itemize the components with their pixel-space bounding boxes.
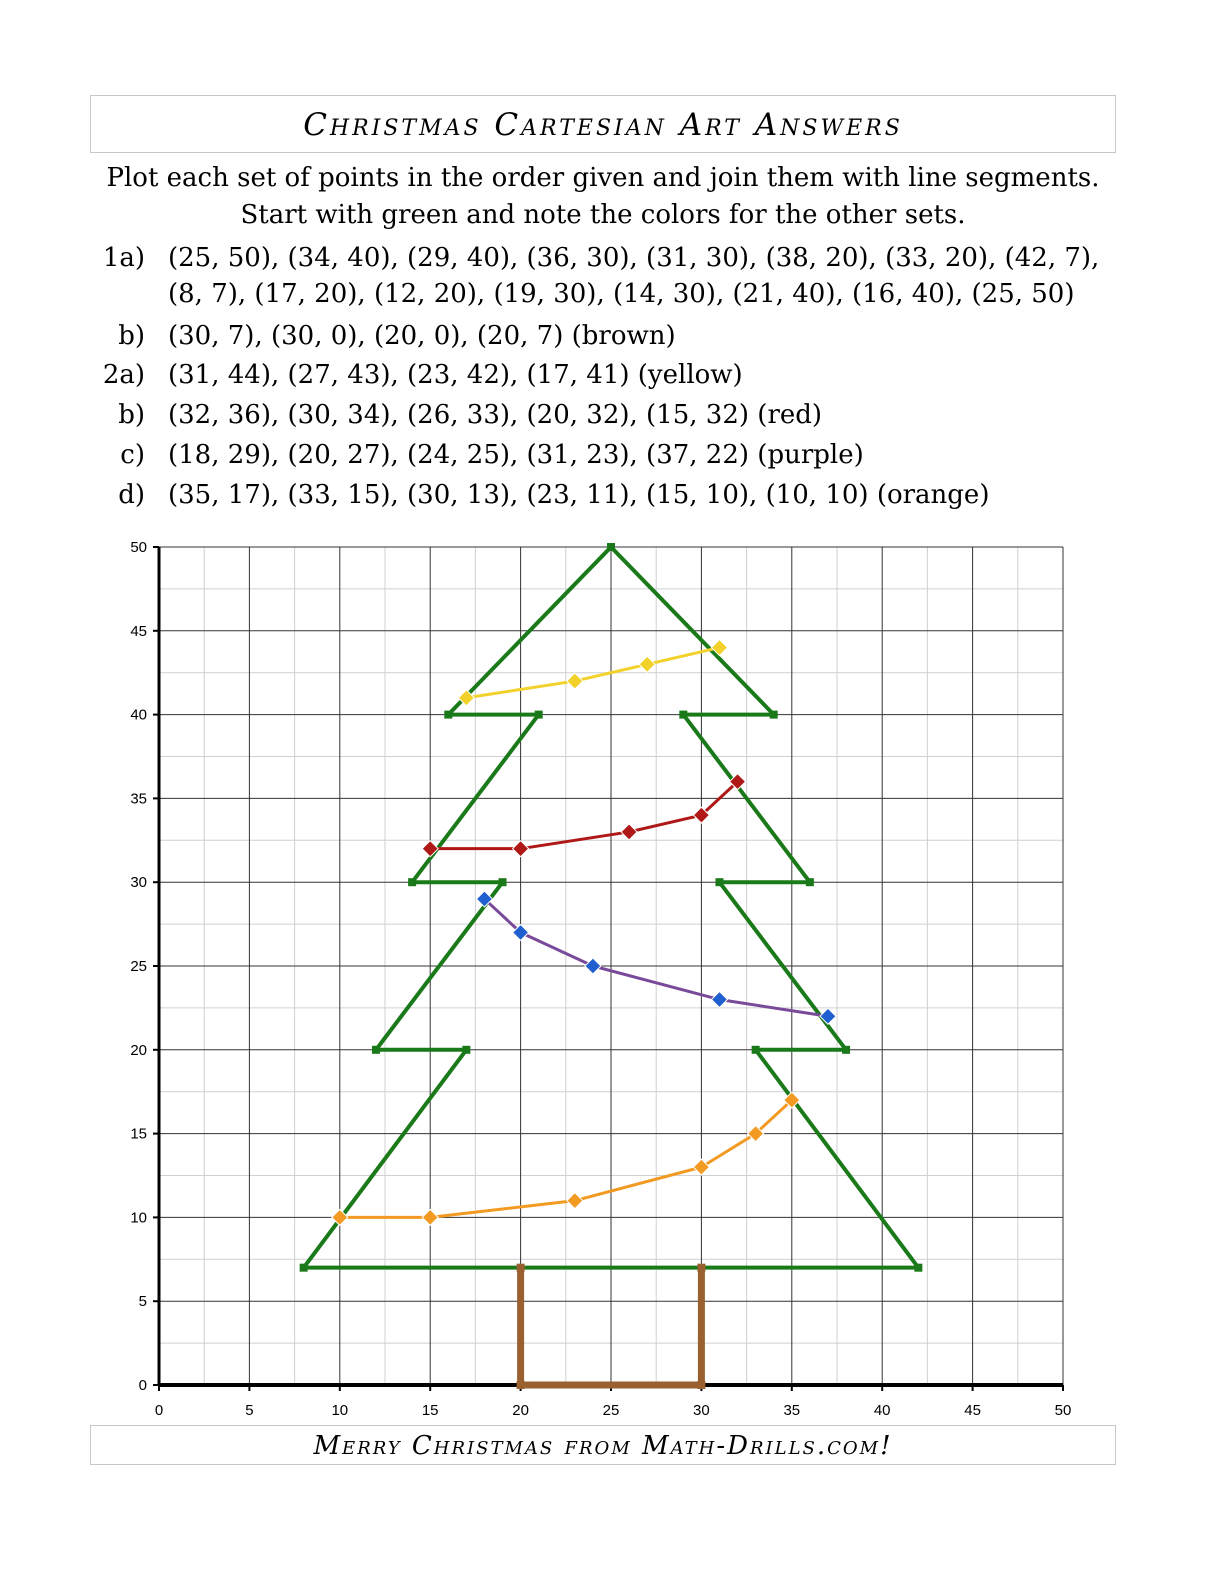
problem-text: (32, 36), (30, 34), (26, 33), (20, 32), (15, 32) (red) [168, 400, 823, 430]
y-tick-label: 35 [130, 790, 147, 808]
x-tick-label: 5 [245, 1402, 254, 1419]
data-point-marker [422, 841, 438, 857]
problem-label: c) [120, 440, 145, 470]
data-point-marker [499, 878, 507, 886]
x-tick-label: 35 [783, 1402, 801, 1419]
y-tick-label: 5 [138, 1293, 147, 1311]
data-point-marker [585, 958, 601, 974]
data-point-marker [679, 711, 687, 719]
y-tick-label: 45 [130, 622, 147, 640]
data-point-marker [422, 1209, 438, 1225]
footer-box [90, 1425, 1116, 1465]
data-point-marker [607, 543, 615, 551]
problem-1a [90, 240, 1120, 312]
y-tick-label: 25 [130, 958, 147, 975]
x-tick-label: 50 [1054, 1402, 1072, 1419]
instruction-line-1: Plot each set of points in the order given and join them with line segments. [106, 163, 1100, 193]
data-point-marker [806, 878, 814, 886]
data-point-marker [770, 711, 778, 719]
problem-text: (25, 50), (34, 40), (29, 40), (36, 30), (31, 30), (38, 20), (33, 20), (42, 7), (8, 7), (17, 20), (12, 20), (19, 30), (14, 30), (21, 40), (16, 40), (25, 50) [168, 243, 1100, 309]
problem-text: (31, 44), (27, 43), (23, 42), (17, 41) (yellow) [168, 360, 743, 390]
y-tick-label: 10 [130, 1209, 147, 1227]
data-point-marker [639, 656, 655, 672]
problem-label: 1a) [102, 243, 145, 273]
y-tick-label: 20 [130, 1041, 147, 1059]
data-point-marker [513, 841, 529, 857]
x-tick-label: 15 [421, 1402, 439, 1419]
x-tick-label: 10 [331, 1402, 349, 1419]
cartesian-chart [0, 530, 1224, 1425]
data-point-marker [842, 1046, 850, 1054]
problem-text: (18, 29), (20, 27), (24, 25), (31, 23), (37, 22) (purple) [168, 440, 864, 470]
data-point-marker [914, 1264, 922, 1272]
series-line-4 [430, 782, 737, 849]
data-point-marker [567, 673, 583, 689]
x-tick-label: 25 [602, 1402, 620, 1419]
data-point-marker [517, 1264, 525, 1272]
data-point-marker [715, 878, 723, 886]
x-tick-label: 45 [964, 1402, 981, 1419]
data-point-marker [408, 878, 416, 886]
x-tick-label: 20 [512, 1402, 529, 1419]
x-tick-label: 0 [154, 1402, 164, 1419]
data-point-marker [752, 1046, 760, 1054]
data-point-marker [697, 1264, 705, 1272]
data-point-marker [711, 992, 727, 1008]
data-point-marker [820, 1008, 836, 1024]
instruction-line-2: Start with green and note the colors for the other sets. [240, 200, 966, 230]
problem-text: (30, 7), (30, 0), (20, 0), (20, 7) (brown) [168, 321, 676, 351]
data-point-marker [517, 1381, 525, 1389]
problem-label: d) [118, 480, 145, 510]
data-point-marker [444, 711, 452, 719]
title-box [90, 95, 1116, 153]
y-tick-label: 0 [138, 1377, 147, 1394]
data-point-marker [567, 1193, 583, 1209]
y-tick-label: 15 [130, 1125, 147, 1143]
x-tick-label: 40 [873, 1402, 891, 1419]
data-point-marker [621, 824, 637, 840]
data-point-marker [697, 1381, 705, 1389]
y-tick-label: 40 [130, 706, 147, 724]
data-point-marker [300, 1264, 308, 1272]
page-title: Christmas Cartesian Art Answers [303, 107, 903, 143]
data-point-marker [693, 1159, 709, 1175]
problem-label: b) [118, 321, 145, 351]
y-tick-label: 50 [130, 539, 147, 556]
problem-label: 2a) [102, 360, 145, 390]
problem-label: b) [118, 400, 145, 430]
data-point-marker [372, 1046, 380, 1054]
footer-text: Merry Christmas from Math-Drills.com! [313, 1431, 893, 1461]
data-point-marker [462, 1046, 470, 1054]
problem-text: (35, 17), (33, 15), (30, 13), (23, 11), (15, 10), (10, 10) (orange) [168, 480, 990, 510]
data-point-marker [535, 711, 543, 719]
x-tick-label: 30 [693, 1402, 710, 1419]
y-tick-label: 30 [130, 874, 147, 892]
